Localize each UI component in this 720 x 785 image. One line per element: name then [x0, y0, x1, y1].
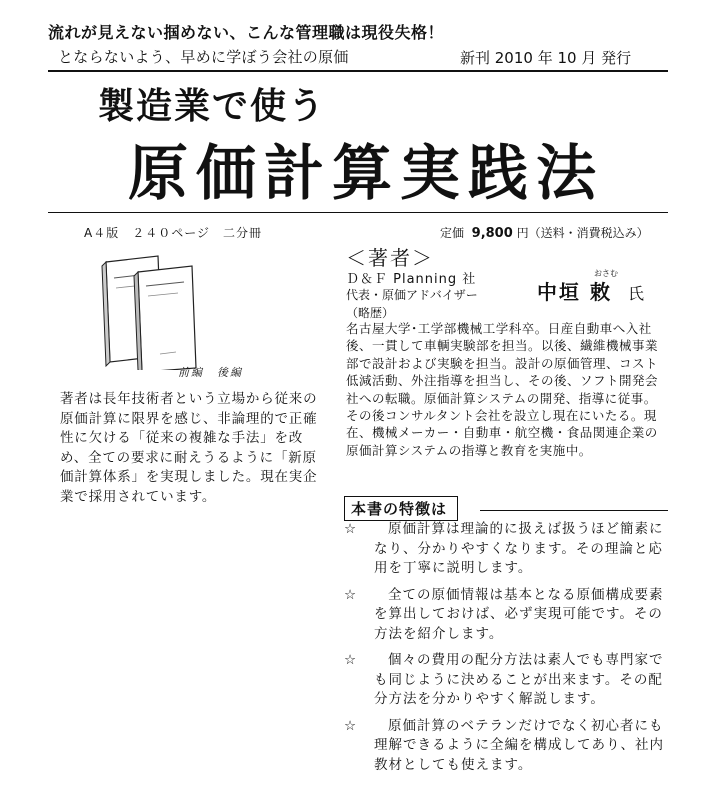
title-divider — [48, 212, 668, 213]
author-career: 名古屋大学･工学部機械工学科卒。日産自動車へ入社後、一貫して車輌実験部を担当。以後、繊維機械事業部で設計および実験を担当。設計の原価管理、コスト低減活動、外注指導を担当し、その後、ソフト開発会社への転職。原価計算システムの開発、指導に従事。その後コンサルタント会社を設立し現在にいたる。現在、機械メーカー・自動車・航空機・食品関連企業の原価計算システムの指導と教育を実施中。 — [346, 321, 659, 458]
author-honorific: 氏 — [628, 284, 645, 303]
book-subtitle: 製造業で使う — [98, 86, 327, 127]
tagline-line1: 流れが見えない掴めない、こんな管理職は現役失格！ — [48, 23, 445, 42]
star-icon: ☆ — [344, 586, 358, 603]
publication-date: 新刊 2010 年 10 月 発行 — [460, 49, 632, 67]
feature-item: ☆ 個々の費用の配分方法は素人でも専門家でも同じように決めることが出来ます。その配分方法を分かりやすく解説します。 — [344, 652, 664, 707]
author-name: 中垣 敕 — [537, 280, 612, 304]
features-heading: 本書の特徴は — [344, 496, 458, 521]
author-heading: ＜著者＞ — [346, 246, 434, 270]
features-list — [344, 520, 670, 782]
tagline-line2: とならないよう、早めに学ぼう会社の原価 — [58, 48, 349, 66]
book-caption: 前編 後編 — [178, 366, 243, 379]
star-icon: ☆ — [344, 521, 358, 537]
feature-item: ☆ 全ての原価情報は基本となる原価構成要素を算出しておけば、必ず実現可能です。その方法を紹介します。 — [344, 586, 664, 642]
features-divider — [480, 510, 668, 511]
author-role: 代表・原価アドバイザー — [346, 288, 478, 302]
book-format: A４版 ２４０ページ 二分冊 — [84, 226, 262, 240]
book-cover-illustration — [100, 250, 220, 370]
feature-item: ☆ 原価計算は理論的に扱えば扱うほど簡素になり、分かりやすくなります。その理論と応用を丁寧に説明します。 — [344, 521, 664, 576]
author-name-ruby: おさむ — [594, 269, 618, 278]
star-icon: ☆ — [344, 717, 358, 734]
price-value: 9,800 — [471, 226, 513, 241]
top-divider — [48, 70, 668, 72]
book-title: 原価計算実践法 — [128, 139, 604, 209]
price — [440, 224, 649, 241]
book-description: 著者は長年技術者という立場から従来の原価計算に限界を感じ、非論理的で正確性に欠ける「従来の複雑な手法」を改め、全ての要求に耐えうるように「新原価計算体系」を実現しました。現在実企業で採用されています。 — [60, 391, 318, 505]
feature-item: ☆ 原価計算のベテランだけでなく初心者にも理解できるように全編を構成してあり、社内教材としても使えます。 — [344, 717, 664, 773]
career-heading: （略歴） — [346, 306, 395, 320]
author-company: Ｄ＆Ｆ Planning 社 — [346, 272, 477, 287]
price-label: 定価 — [440, 226, 465, 240]
price-suffix: 円（送料・消費税込み） — [516, 226, 649, 240]
star-icon: ☆ — [344, 652, 358, 668]
